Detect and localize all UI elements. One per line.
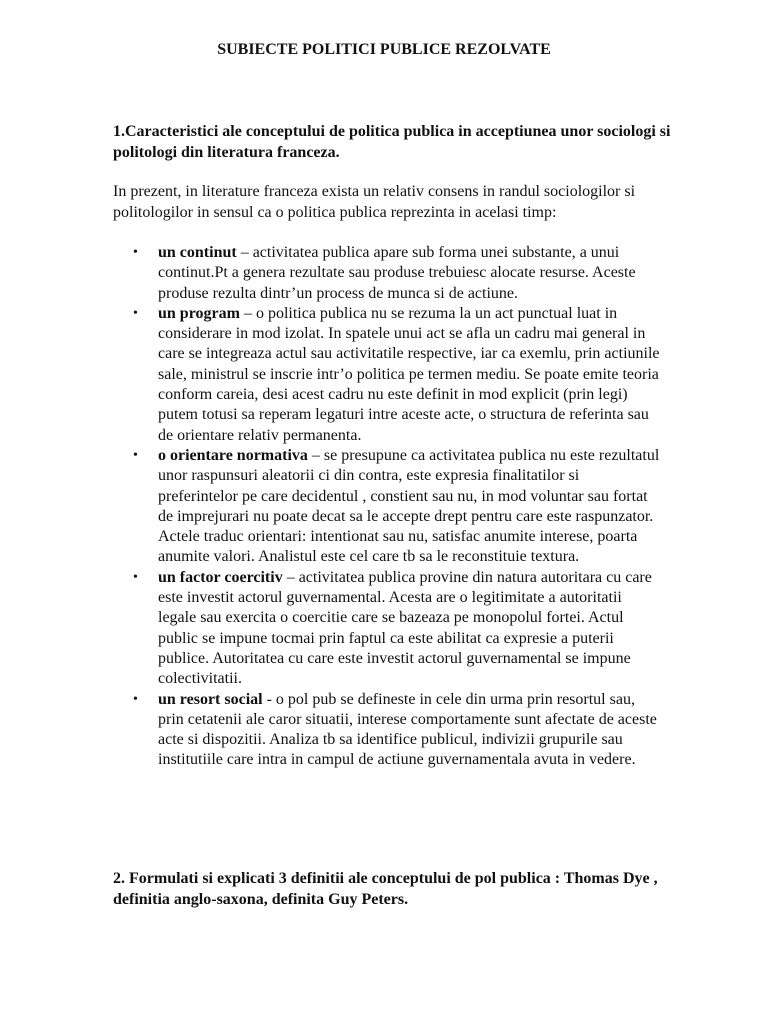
list-item-term: un factor coercitiv [158,568,283,586]
list-item-resort-social [113,690,663,771]
list-item-continut [113,243,663,304]
section-2-heading: 2. Formulati si explicati 3 definitii ale conceptului de pol publica : Thomas Dye , definitia anglo-saxona, definita Guy Peters. [113,870,658,908]
section-1-heading: 1.Caracteristici ale conceptului de politica publica in acceptiunea unor sociologi si politologi din literatura franceza. [113,123,671,161]
bullet-icon: • [133,447,138,463]
bullet-icon: • [133,305,138,321]
list-item-term: un continut [158,244,237,261]
bullet-icon: • [133,691,138,707]
bullet-icon: • [133,569,138,585]
bullet-icon: • [133,245,138,260]
list-item-text: - o pol pub se defineste in cele din urma prin resortul sau, prin cetatenii ale caror situatii, interese comportamente sunt afectate de aceste acte si dispozitii. Analiza tb sa identifice publicul, indivizii grupurile sau institutiile care intra in campul de actiune guvernamentala avuta in vedere. [158,690,657,769]
list-item-factor-coercitiv [113,568,663,690]
section-1-intro: In prezent, in literature franceza exista un relativ consens in randul sociologilor si politologilor in sensul ca o politica publica reprezinta in acelasi timp: [113,183,636,221]
list-item-orientare-normativa [113,446,663,568]
list-item-program [113,304,663,446]
list-item-term: un resort social [158,690,263,708]
document-title: SUBIECTE POLITICI PUBLICE REZOLVATE [217,41,551,58]
list-item-text: – se presupune ca activitatea publica nu este rezultatul unor raspunsuri aleatorii ci din contra, este expresia finalitatilor si preferintelor pe care decidentul , constient sau nu, in mod voluntar sau fortat de imprejurari nu poate decat sa le accepte drept pentru care este raspunzator. Actele traduc orientari: intentionat sau nu, satisfac anumite interese, poarta anumite valori. Analistul este cel care tb sa le reconstituie textura. [158,446,660,566]
characteristics-list [113,243,663,771]
list-item-term: un program [158,304,240,322]
list-item-text: – activitatea publica apare sub forma unei substante, a unui continut.Pt a genera rezultate sau produse trebuiesc alocate resurse. Aceste produse rezulta dintr’un process de munca si de actiune. [158,244,636,302]
list-item-text: – activitatea publica provine din natura autoritara cu care este investit actorul guvernamental. Acesta are o legitimitate a autoritatii legale sau exercita o coercitie care se bazeaza pe monopolul fortei. Actul public se impune tocmai prin faptul ca este abilitat ca expresie a puterii publice. Autoritatea cu care este investit actorul guvernamental se impune colectivitatii. [158,568,652,688]
list-item-term: o orientare normativa [158,446,308,464]
list-item-text: – o politica publica nu se rezuma la un act punctual luat in considerare in mod izolat. In spatele unui act se afla un cadru mai general in care se integreaza actul sau activitatile respective, iar ca exemlu, prin actiunile sale, ministrul se inscrie intr’o politica pe termen mediu. Se poate emite teoria conform careia, desi acest cadru nu este definit in mod explicit (prin legi) putem totusi sa reperam legaturi intre aceste acte, o structura de referinta sau de orientare relativ permanenta. [158,304,660,444]
